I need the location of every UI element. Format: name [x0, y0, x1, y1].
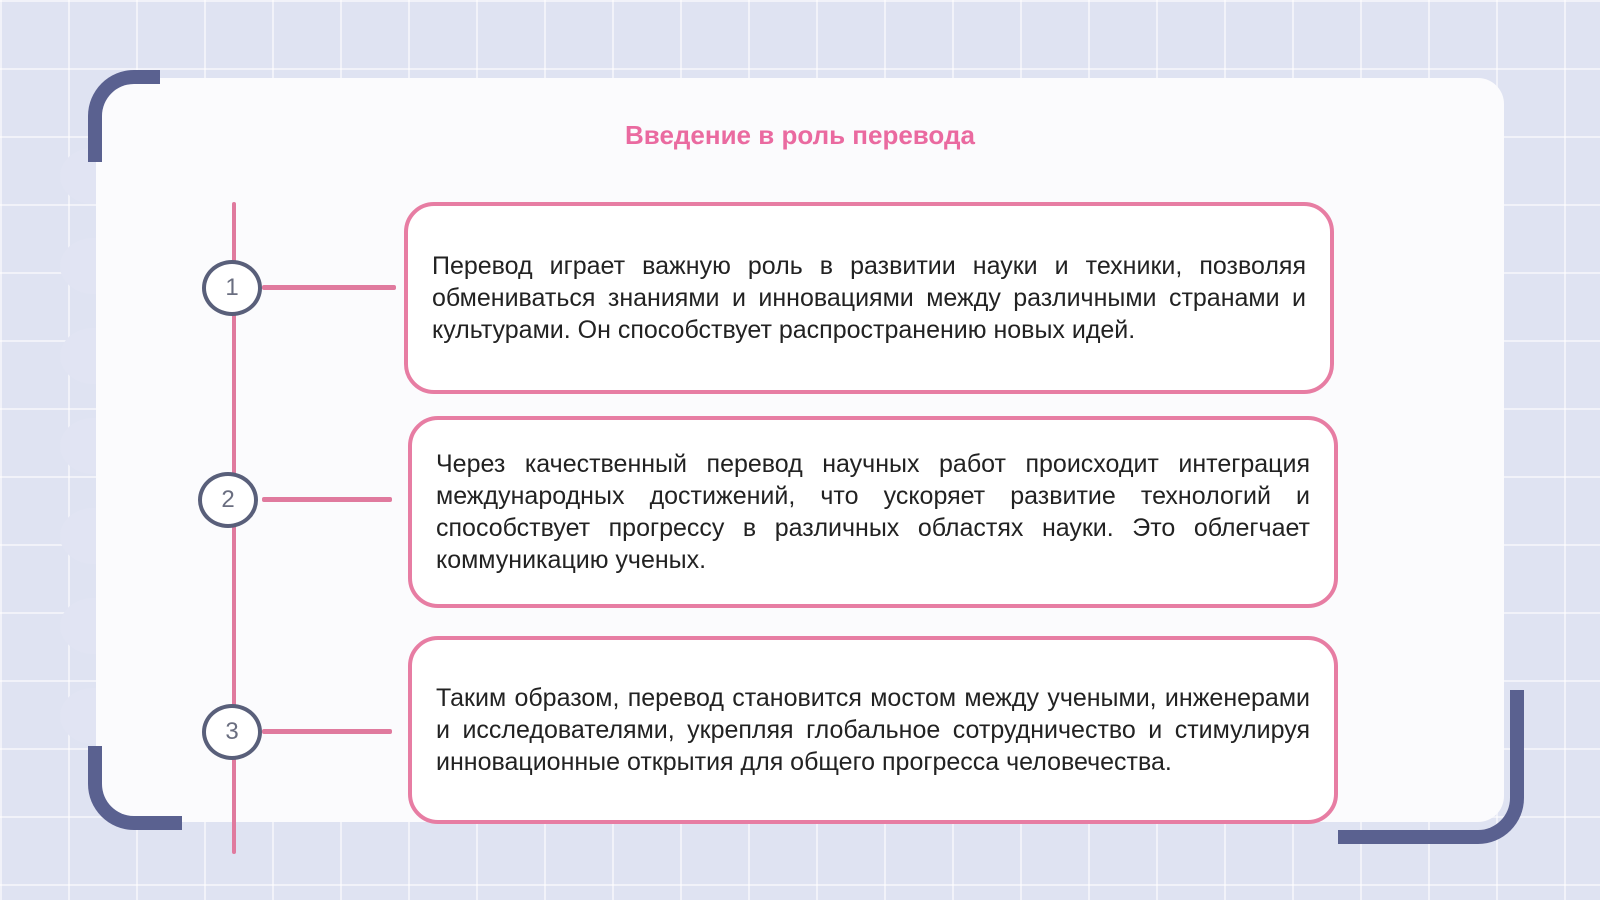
connector-line: [262, 729, 392, 734]
step-number-circle: [198, 472, 258, 528]
step-text: Через качественный перевод научных работ происходит интеграция международных достижений, что ускоряет развитие технологий и способствует прогрессу в различных областях науки. Это облегчает коммуникацию ученых.: [436, 450, 1310, 574]
step-text: Таким образом, перевод становится мостом между учеными, инженерами и исследователями, укрепляя глобальное сотрудничество и стимулируя инновационные открытия для общего прогресса человечества.: [436, 684, 1310, 776]
step-text: Перевод играет важную роль в развитии науки и техники, позволяя обмениваться знаниями и инновациями между различными странами и культурами. Он способствует распространению новых идей.: [432, 252, 1306, 344]
connector-line: [262, 285, 396, 290]
step-number: 2: [221, 486, 235, 513]
slide-title: Введение в роль перевода: [625, 120, 975, 150]
connector-line: [262, 497, 392, 502]
step-number: 3: [225, 718, 239, 745]
corner-bracket-bottom-left: [88, 746, 182, 830]
step-card: [404, 202, 1334, 394]
step-number-circle: [202, 260, 262, 316]
step-card: [408, 636, 1338, 824]
corner-bracket-bottom-right: [1338, 690, 1524, 844]
step-card: [408, 416, 1338, 608]
step-number-circle: [202, 704, 262, 760]
step-number: 1: [225, 274, 239, 301]
